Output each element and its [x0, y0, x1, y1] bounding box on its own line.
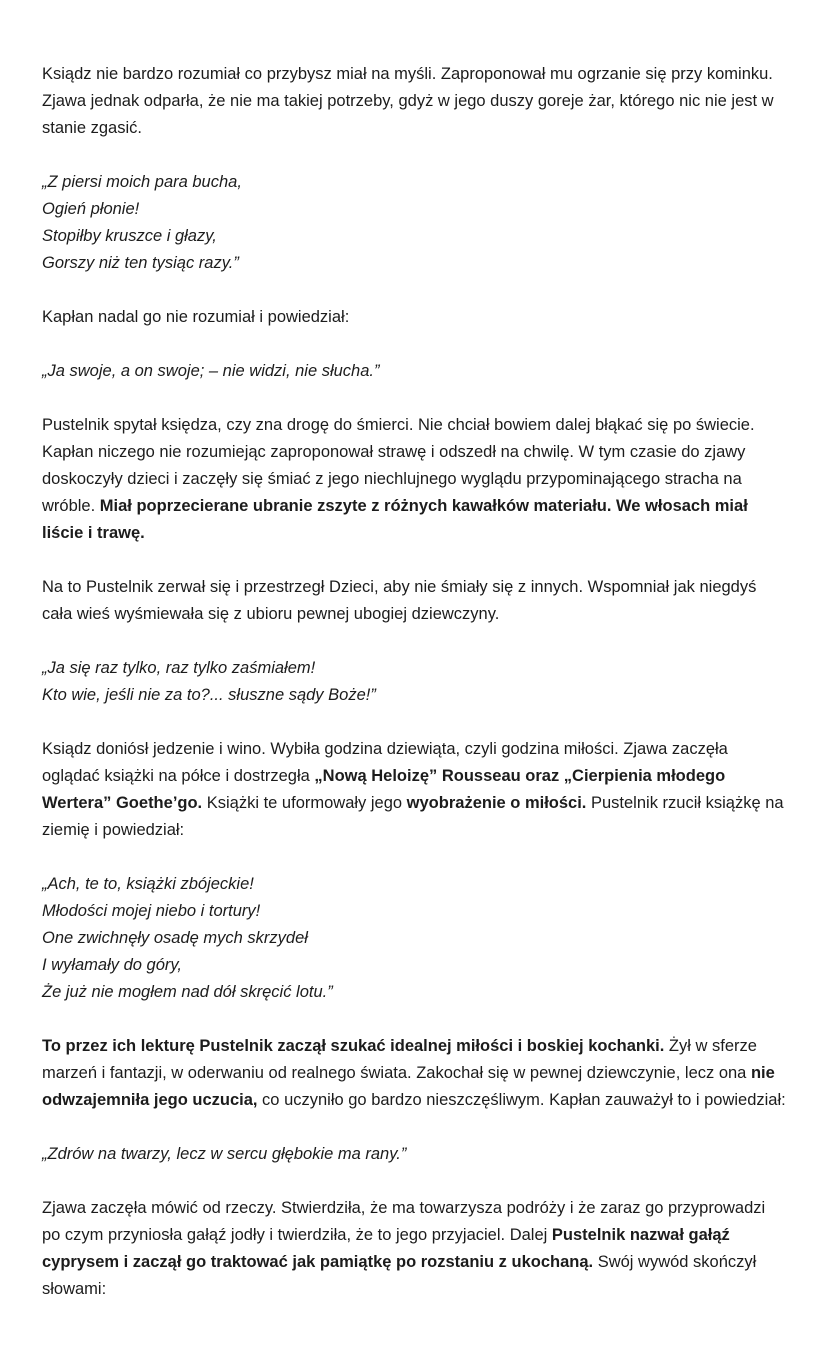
- prose-paragraph: [42, 574, 787, 628]
- verse-line: Gorszy niż ten tysiąc razy.”: [42, 254, 239, 272]
- verse-paragraph: [42, 871, 787, 1006]
- text-run: Ksiądz nie bardzo rozumiał co przybysz miał na myśli. Zaproponował mu ogrzanie się przy kominku. Zjawa jednak odparła, że nie ma takiej potrzeby, gdyż w jego duszy goreje żar, którego nic nie jest w stanie zgasić.: [42, 65, 774, 137]
- prose-paragraph: [42, 412, 787, 547]
- text-run: Zjawa zaczęła mówić od rzeczy. Stwierdziła, że ma towarzysza podróży i że zaraz go przyprowadzi po czym przyniosła gałąź jodły i twierdziła, że to jego przyjaciel. Dalej: [42, 1199, 766, 1244]
- prose-paragraph: [42, 61, 787, 142]
- verse-line: Kto wie, jeśli nie za to?... słuszne sądy Boże!”: [42, 686, 376, 704]
- text-run: Książki te uformowały jego: [202, 794, 407, 812]
- verse-line: I wyłamały do góry,: [42, 956, 182, 974]
- bold-text-run: wyobrażenie o miłości.: [406, 794, 587, 812]
- bold-text-run: To przez ich lekturę Pustelnik zaczął szukać idealnej miłości i boskiej kochanki.: [42, 1037, 665, 1055]
- prose-paragraph: [42, 1195, 787, 1303]
- bold-text-run: Pustelnik nazwał gałąź cyprysem i zaczął go traktować jak pamiątkę po rozstaniu z ukochaną.: [42, 1226, 730, 1271]
- text-run: Pustelnik rzucił książkę na ziemię i powiedział:: [42, 794, 784, 839]
- verse-line: „Ja swoje, a on swoje; – nie widzi, nie słucha.”: [42, 362, 380, 380]
- bold-text-run: nie odwzajemniła jego uczucia,: [42, 1064, 775, 1109]
- text-run: Kapłan nadal go nie rozumiał i powiedział:: [42, 308, 350, 326]
- verse-line: Ogień płonie!: [42, 200, 140, 218]
- text-run: co uczyniło go bardzo nieszczęśliwym. Kapłan zauważył to i powiedział:: [257, 1091, 786, 1109]
- verse-line: „Ja się raz tylko, raz tylko zaśmiałem!: [42, 659, 316, 677]
- document-body: [42, 61, 787, 1303]
- verse-line: „Z piersi moich para bucha,: [42, 173, 242, 191]
- text-run: Pustelnik spytał księdza, czy zna drogę do śmierci. Nie chciał bowiem dalej błąkać się po świecie. Kapłan niczego nie rozumiejąc zaproponował strawę i odszedł na chwilę. W tym czasie do zjawy doskoczyły dzieci i zaczęły się śmiać z jego niechlujnego wyglądu przypominającego stracha na wróble.: [42, 416, 755, 515]
- verse-paragraph: [42, 655, 787, 709]
- text-run: Swój wywód skończył słowami:: [42, 1253, 757, 1298]
- verse-paragraph: [42, 1141, 787, 1168]
- bold-text-run: Miał poprzecierane ubranie zszyte z różnych kawałków materiału. We włosach miał liście i trawę.: [42, 497, 748, 542]
- verse-line: „Zdrów na twarzy, lecz w sercu głębokie ma rany.”: [42, 1145, 407, 1163]
- verse-line: „Ach, te to, książki zbójeckie!: [42, 875, 254, 893]
- verse-line: One zwichnęły osadę mych skrzydeł: [42, 929, 308, 947]
- verse-paragraph: [42, 358, 787, 385]
- text-run: Na to Pustelnik zerwał się i przestrzegł Dzieci, aby nie śmiały się z innych. Wspomniał jak niegdyś cała wieś wyśmiewała się z ubioru pewnej ubogiej dziewczyny.: [42, 578, 757, 623]
- verse-line: Stopiłby kruszce i głazy,: [42, 227, 217, 245]
- prose-paragraph: [42, 736, 787, 844]
- text-run: Ksiądz doniósł jedzenie i wino. Wybiła godzina dziewiąta, czyli godzina miłości. Zjawa zaczęła oglądać książki na półce i dostrzegła: [42, 740, 728, 785]
- prose-paragraph: [42, 1033, 787, 1114]
- verse-line: Że już nie mogłem nad dół skręcić lotu.”: [42, 983, 333, 1001]
- bold-text-run: „Nową Heloizę” Rousseau oraz „Cierpienia młodego Wertera” Goethe’go.: [42, 767, 726, 812]
- prose-paragraph: [42, 304, 787, 331]
- verse-paragraph: [42, 169, 787, 277]
- verse-line: Młodości mojej niebo i tortury!: [42, 902, 261, 920]
- text-run: Żył w sferze marzeń i fantazji, w oderwaniu od realnego świata. Zakochał się w pewnej dziewczynie, lecz ona: [42, 1037, 757, 1082]
